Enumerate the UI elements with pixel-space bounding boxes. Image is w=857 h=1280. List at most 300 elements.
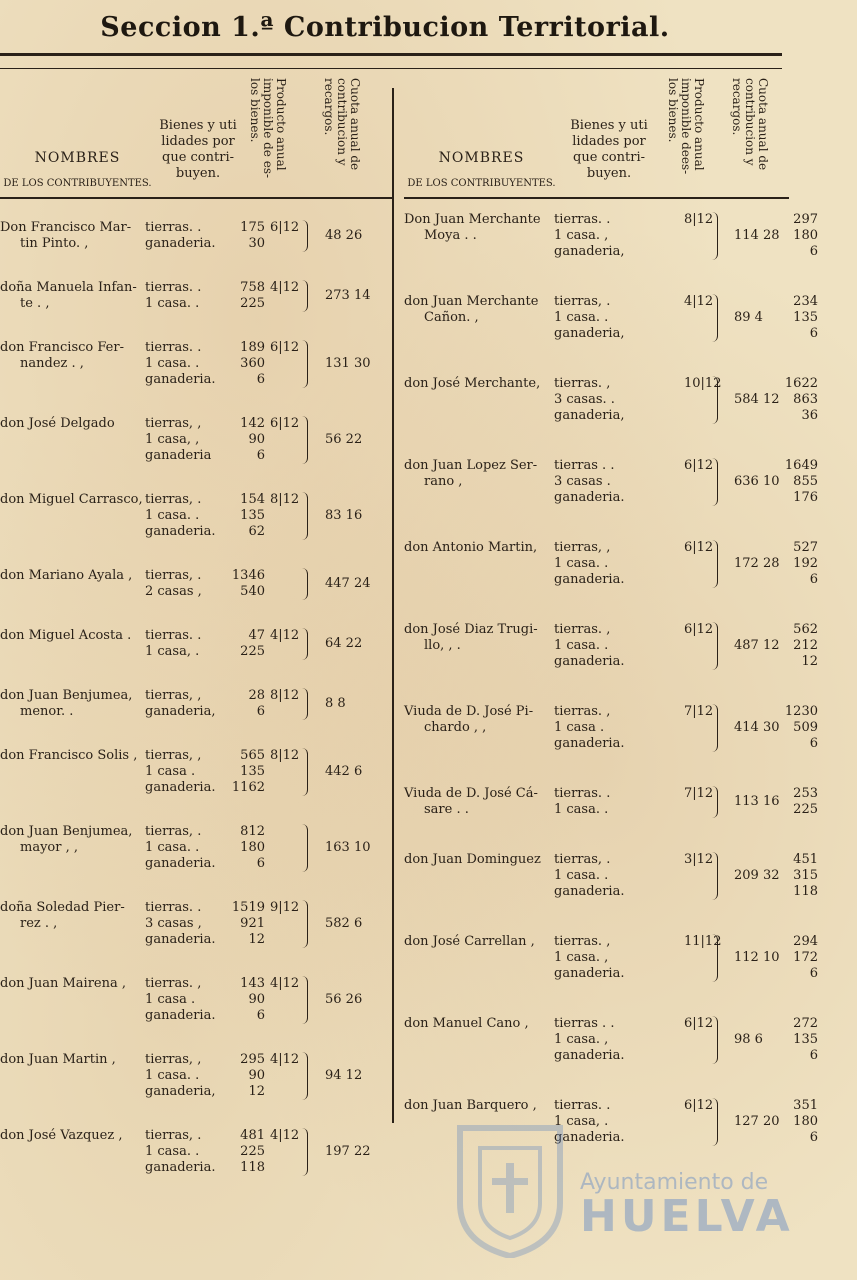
asset-value: 12 [801,654,818,669]
tax-rate: 7|12 [684,704,714,719]
asset-value: 6 [256,372,265,387]
asset-value: 1162 [231,780,265,795]
asset-value: 176 [793,490,818,505]
contributor-name [0,1128,150,1144]
asset-label: 3 casas , [145,916,202,931]
asset-value: 6 [256,448,265,463]
asset-label: ganaderia. [145,372,216,387]
contributor-name [404,540,554,556]
header-names: NOMBRES DE LOS CONTRIBUYENTES. [3,150,152,189]
asset-row [145,840,270,856]
asset-value: 143 [240,976,265,991]
asset-label: ganaderia. [554,572,625,587]
name-line: nandez . , [20,356,84,371]
header-bienes: Bienes y uti lidades por que contri- buyen. [570,118,648,181]
asset-row [145,1068,270,1084]
list-item [0,688,392,720]
list-item [0,416,392,464]
brace [712,704,718,752]
asset-value: 90 [248,992,265,1007]
asset-value: 6 [809,572,818,587]
name-line: don Juan Benjumea, [0,824,133,839]
top-rule [0,53,782,56]
tax-rate: 6|12 [684,540,714,555]
header-bienes: Bienes y uti lidades por que contri- buyen. [159,118,237,181]
asset-label: tierras. . [554,212,611,227]
asset-label: ganaderia, [554,326,625,341]
asset-row [145,448,270,464]
asset-label: tierras. . [554,786,611,801]
list-item [404,294,818,342]
assets-list [145,1052,270,1100]
brace [712,1016,718,1064]
asset-value: 315 [793,868,818,883]
list-item [404,704,818,752]
tax-rate: 11|12 [684,934,722,949]
contributor-name [404,704,554,736]
assets-list [145,416,270,464]
tax-rate: 6|12 [270,416,300,431]
name-line: don Francisco Solis , [0,748,138,763]
right-header [404,72,789,199]
watermark-brand: Ayuntamiento de HUELVA [580,1170,794,1242]
asset-value: 154 [240,492,265,507]
asset-value: 180 [240,840,265,855]
contributor-name [404,1016,554,1032]
list-item [0,340,392,388]
asset-row [145,236,270,252]
asset-value: 180 [793,228,818,243]
contributor-name [404,852,554,868]
annual-quota: 112 10 [734,950,780,965]
list-item [404,852,818,900]
asset-label: 1 casa. , [554,228,609,243]
asset-row [554,966,818,982]
brace [302,628,308,660]
asset-label: 1 casa. . [554,638,609,653]
asset-value: 855 [793,474,818,489]
list-item [404,212,818,260]
brace [302,280,308,312]
name-line: doña Soledad Pier- [0,900,125,915]
asset-row [145,900,270,916]
tax-rate: 10|12 [684,376,722,391]
asset-value: 509 [793,720,818,735]
brace [712,376,718,424]
brace [302,688,308,720]
asset-value: 189 [240,340,265,355]
asset-value: 135 [240,508,265,523]
asset-value: 6 [809,1048,818,1063]
asset-label: 1 casa. , [554,1032,609,1047]
asset-label: tierras. , [554,622,611,637]
asset-value: 12 [248,932,265,947]
name-line: don Juan Benjumea, [0,688,133,703]
list-item [0,492,392,540]
contributor-name [0,568,150,584]
name-line: don José Delgado [0,416,115,431]
asset-label: tierras. . [145,280,202,295]
name-line: don Juan Dominguez [404,852,541,867]
asset-label: tierras, , [145,1052,202,1067]
asset-label: tierras, . [554,294,611,309]
tax-rate: 4|12 [270,1128,300,1143]
brace [302,900,308,948]
asset-row [554,654,818,670]
asset-label: tierras, , [145,416,202,431]
asset-value: 212 [793,638,818,653]
assets-list [145,220,270,252]
brace [712,622,718,670]
asset-row [145,280,270,296]
list-item [404,1016,818,1064]
assets-list [145,568,270,600]
asset-row [554,326,818,342]
asset-value: 6 [809,1130,818,1145]
asset-row [554,490,818,506]
asset-row [145,688,270,704]
name-line: Cañon. , [424,310,479,325]
assets-list [145,900,270,948]
tax-rate: 3|12 [684,852,714,867]
asset-label: ganaderia, [145,1084,216,1099]
asset-row [145,1160,270,1176]
header-names: NOMBRES DE LOS CONTRIBUYENTES. [407,150,556,189]
tax-rate: 6|12 [270,220,300,235]
tax-rate: 4|12 [684,294,714,309]
asset-row [145,372,270,388]
annual-quota: 582 6 [325,916,363,931]
asset-label: tierras . . [554,1016,615,1031]
name-line: Moya . . [424,228,477,243]
tax-rate: 8|12 [684,212,714,227]
annual-quota: 273 14 [325,288,371,303]
asset-value: 62 [248,524,265,539]
list-item [0,976,392,1024]
asset-row [554,884,818,900]
name-line: don Juan Martin , [0,1052,116,1067]
asset-label: tierras. , [145,976,202,991]
annual-quota: 8 8 [325,696,346,711]
asset-value: 225 [240,296,265,311]
asset-value: 175 [240,220,265,235]
brace [302,748,308,796]
column-separator [392,88,394,1123]
brace [712,294,718,342]
list-item [404,458,818,506]
asset-label: tierras, . [145,492,202,507]
asset-value: 225 [793,802,818,817]
asset-value: 234 [793,294,818,309]
asset-value: 135 [240,764,265,779]
asset-label: 2 casas , [145,584,202,599]
name-line: don Manuel Cano , [404,1016,529,1031]
asset-value: 118 [240,1160,265,1175]
list-item [0,280,392,312]
annual-quota: 64 22 [325,636,363,651]
brace [302,568,308,600]
contributor-name [404,294,554,326]
asset-value: 30 [248,236,265,251]
asset-value: 172 [793,950,818,965]
asset-label: 3 casas. . [554,392,615,407]
asset-label: 1 casa. . [145,508,200,523]
asset-row [145,748,270,764]
tax-rate: 7|12 [684,786,714,801]
brace [712,458,718,506]
asset-row [145,340,270,356]
name-line: don José Carrellan , [404,934,535,949]
asset-row [145,584,270,600]
asset-label: tierras. , [554,376,611,391]
asset-label: tierras, , [554,540,611,555]
asset-value: 1346 [231,568,265,583]
asset-row [145,780,270,796]
list-item [0,1052,392,1100]
asset-value: 6 [809,736,818,751]
asset-row [554,572,818,588]
tax-rate: 6|12 [684,622,714,637]
asset-label: ganaderia. [145,856,216,871]
contributor-name [404,622,554,654]
asset-row [145,764,270,780]
tax-rate: 4|12 [270,628,300,643]
asset-label: 1 casa. , [554,950,609,965]
name-line: llo, , . [424,638,461,653]
tax-rate: 6|12 [684,458,714,473]
asset-label: ganaderia. [554,966,625,981]
asset-value: 540 [240,584,265,599]
asset-row [145,1084,270,1100]
name-line: Viuda de D. José Cá- [404,786,538,801]
asset-row [145,492,270,508]
tax-rate: 9|12 [270,900,300,915]
asset-row [554,802,818,818]
asset-label: 1 casa. . [145,1144,200,1159]
brace [712,540,718,588]
asset-row [554,736,818,752]
annual-quota: 487 12 [734,638,780,653]
annual-quota: 98 6 [734,1032,763,1047]
asset-value: 1519 [231,900,265,915]
name-line: Don Francisco Mar- [0,220,132,235]
header-producto: Producto anual imponible de es- los bienes. [248,78,288,179]
contributor-name [0,280,150,312]
name-line: don Antonio Martin, [404,540,538,555]
assets-list [145,492,270,540]
assets-list [145,280,270,312]
asset-value: 1230 [784,704,818,719]
asset-label: 1 casa . [145,764,196,779]
asset-label: 1 casa. . [145,840,200,855]
asset-row [145,1144,270,1160]
brace [302,340,308,388]
list-item [0,748,392,796]
asset-value: 90 [248,432,265,447]
asset-value: 451 [793,852,818,867]
asset-value: 28 [248,688,265,703]
asset-label: 3 casas . [554,474,611,489]
brace [712,852,718,900]
municipal-seal-icon [450,1108,570,1258]
name-line: don Francisco Fer- [0,340,124,355]
asset-value: 6 [809,244,818,259]
asset-label: ganaderia, [554,408,625,423]
asset-value: 192 [793,556,818,571]
tax-rate: 6|12 [684,1098,714,1113]
name-line: menor. . [20,704,74,719]
asset-value: 6 [256,704,265,719]
asset-value: 812 [240,824,265,839]
assets-list [145,688,270,720]
asset-value: 253 [793,786,818,801]
asset-value: 118 [793,884,818,899]
asset-label: ganaderia. [554,1130,625,1145]
asset-label: ganaderia. [554,654,625,669]
asset-label: 1 casa . [554,720,605,735]
contributor-name [0,220,150,252]
annual-quota: 131 30 [325,356,371,371]
asset-label: tierras . . [554,458,615,473]
annual-quota: 94 12 [325,1068,363,1083]
brace [302,1052,308,1100]
list-item [0,824,392,872]
tax-rate: 6|12 [684,1016,714,1031]
brace [712,786,718,818]
brace [712,1098,718,1146]
asset-label: tierras. . [145,628,202,643]
list-item [404,934,818,982]
contributor-name [0,416,150,432]
asset-value: 294 [793,934,818,949]
asset-row [145,992,270,1008]
asset-value: 863 [793,392,818,407]
asset-label: tierras. , [554,934,611,949]
asset-label: 1 casa. . [554,310,609,325]
annual-quota: 414 30 [734,720,780,735]
asset-value: 90 [248,1068,265,1083]
contributor-name [404,376,554,392]
annual-quota: 113 16 [734,794,780,809]
asset-value: 225 [240,644,265,659]
asset-value: 47 [248,628,265,643]
page-title: Seccion 1.ª Contribucion Territorial. [100,12,670,43]
asset-row [554,408,818,424]
asset-label: 1 casa, . [554,1114,609,1129]
asset-row [145,1052,270,1068]
tax-rate: 6|12 [270,340,300,355]
asset-label: tierras, , [145,688,202,703]
asset-row [145,932,270,948]
name-line: sare . . [424,802,469,817]
name-line: tin Pinto. , [20,236,89,251]
left-header [0,72,392,199]
annual-quota: 163 10 [325,840,371,855]
asset-label: ganaderia, [145,704,216,719]
asset-value: 297 [793,212,818,227]
asset-value: 180 [793,1114,818,1129]
asset-row [145,856,270,872]
asset-row [145,1128,270,1144]
asset-label: 1 casa. . [554,802,609,817]
asset-value: 1649 [784,458,818,473]
name-line: don José Merchante, [404,376,541,391]
asset-label: ganaderia. [554,1048,625,1063]
asset-row [145,524,270,540]
asset-value: 562 [793,622,818,637]
contributor-name [0,492,150,508]
asset-label: tierras. . [554,1098,611,1113]
name-line: don Miguel Acosta . [0,628,132,643]
annual-quota: 447 24 [325,576,371,591]
asset-label: 1 casa. . [145,1068,200,1083]
asset-value: 135 [793,310,818,325]
list-item [0,628,392,660]
left-column [0,72,392,1175]
name-line: te . , [20,296,50,311]
asset-label: ganaderia [145,448,212,463]
asset-label: 1 casa. . [554,868,609,883]
asset-value: 295 [240,1052,265,1067]
asset-value: 6 [809,326,818,341]
list-item [404,622,818,670]
asset-row [145,568,270,584]
brace [712,934,718,982]
name-line: rez . , [20,916,58,931]
name-line: Don Juan Merchante [404,212,541,227]
asset-label: tierras, . [145,568,202,583]
annual-quota: 197 22 [325,1144,371,1159]
contributor-name [0,1052,150,1068]
asset-label: ganaderia. [145,932,216,947]
right-column [404,72,818,1145]
asset-row [145,416,270,432]
asset-value: 6 [256,856,265,871]
asset-value: 360 [240,356,265,371]
list-item [0,220,392,252]
assets-list [145,748,270,796]
annual-quota: 56 26 [325,992,363,1007]
asset-label: tierras, . [145,824,202,839]
contributor-name [0,900,150,932]
asset-value: 921 [240,916,265,931]
name-line: don Mariano Ayala , [0,568,133,583]
assets-list [145,976,270,1024]
contributor-name [404,786,554,818]
list-item [404,376,818,424]
brace [302,492,308,540]
asset-label: ganaderia, [554,244,625,259]
asset-value: 12 [248,1084,265,1099]
asset-label: tierras. . [145,900,202,915]
asset-row [145,976,270,992]
list-item [0,1128,392,1176]
asset-label: 1 casa, , [145,432,200,447]
assets-list [145,628,270,660]
asset-label: 1 casa. . [145,296,200,311]
asset-label: 1 casa. . [554,556,609,571]
name-line: rano , [424,474,463,489]
asset-label: ganaderia. [145,1008,216,1023]
name-line: chardo , , [424,720,487,735]
asset-value: 225 [240,1144,265,1159]
asset-label: tierras. . [145,340,202,355]
annual-quota: 636 10 [734,474,780,489]
asset-value: 351 [793,1098,818,1113]
asset-label: tierras. . [145,220,202,235]
list-item [0,900,392,948]
annual-quota: 48 26 [325,228,363,243]
